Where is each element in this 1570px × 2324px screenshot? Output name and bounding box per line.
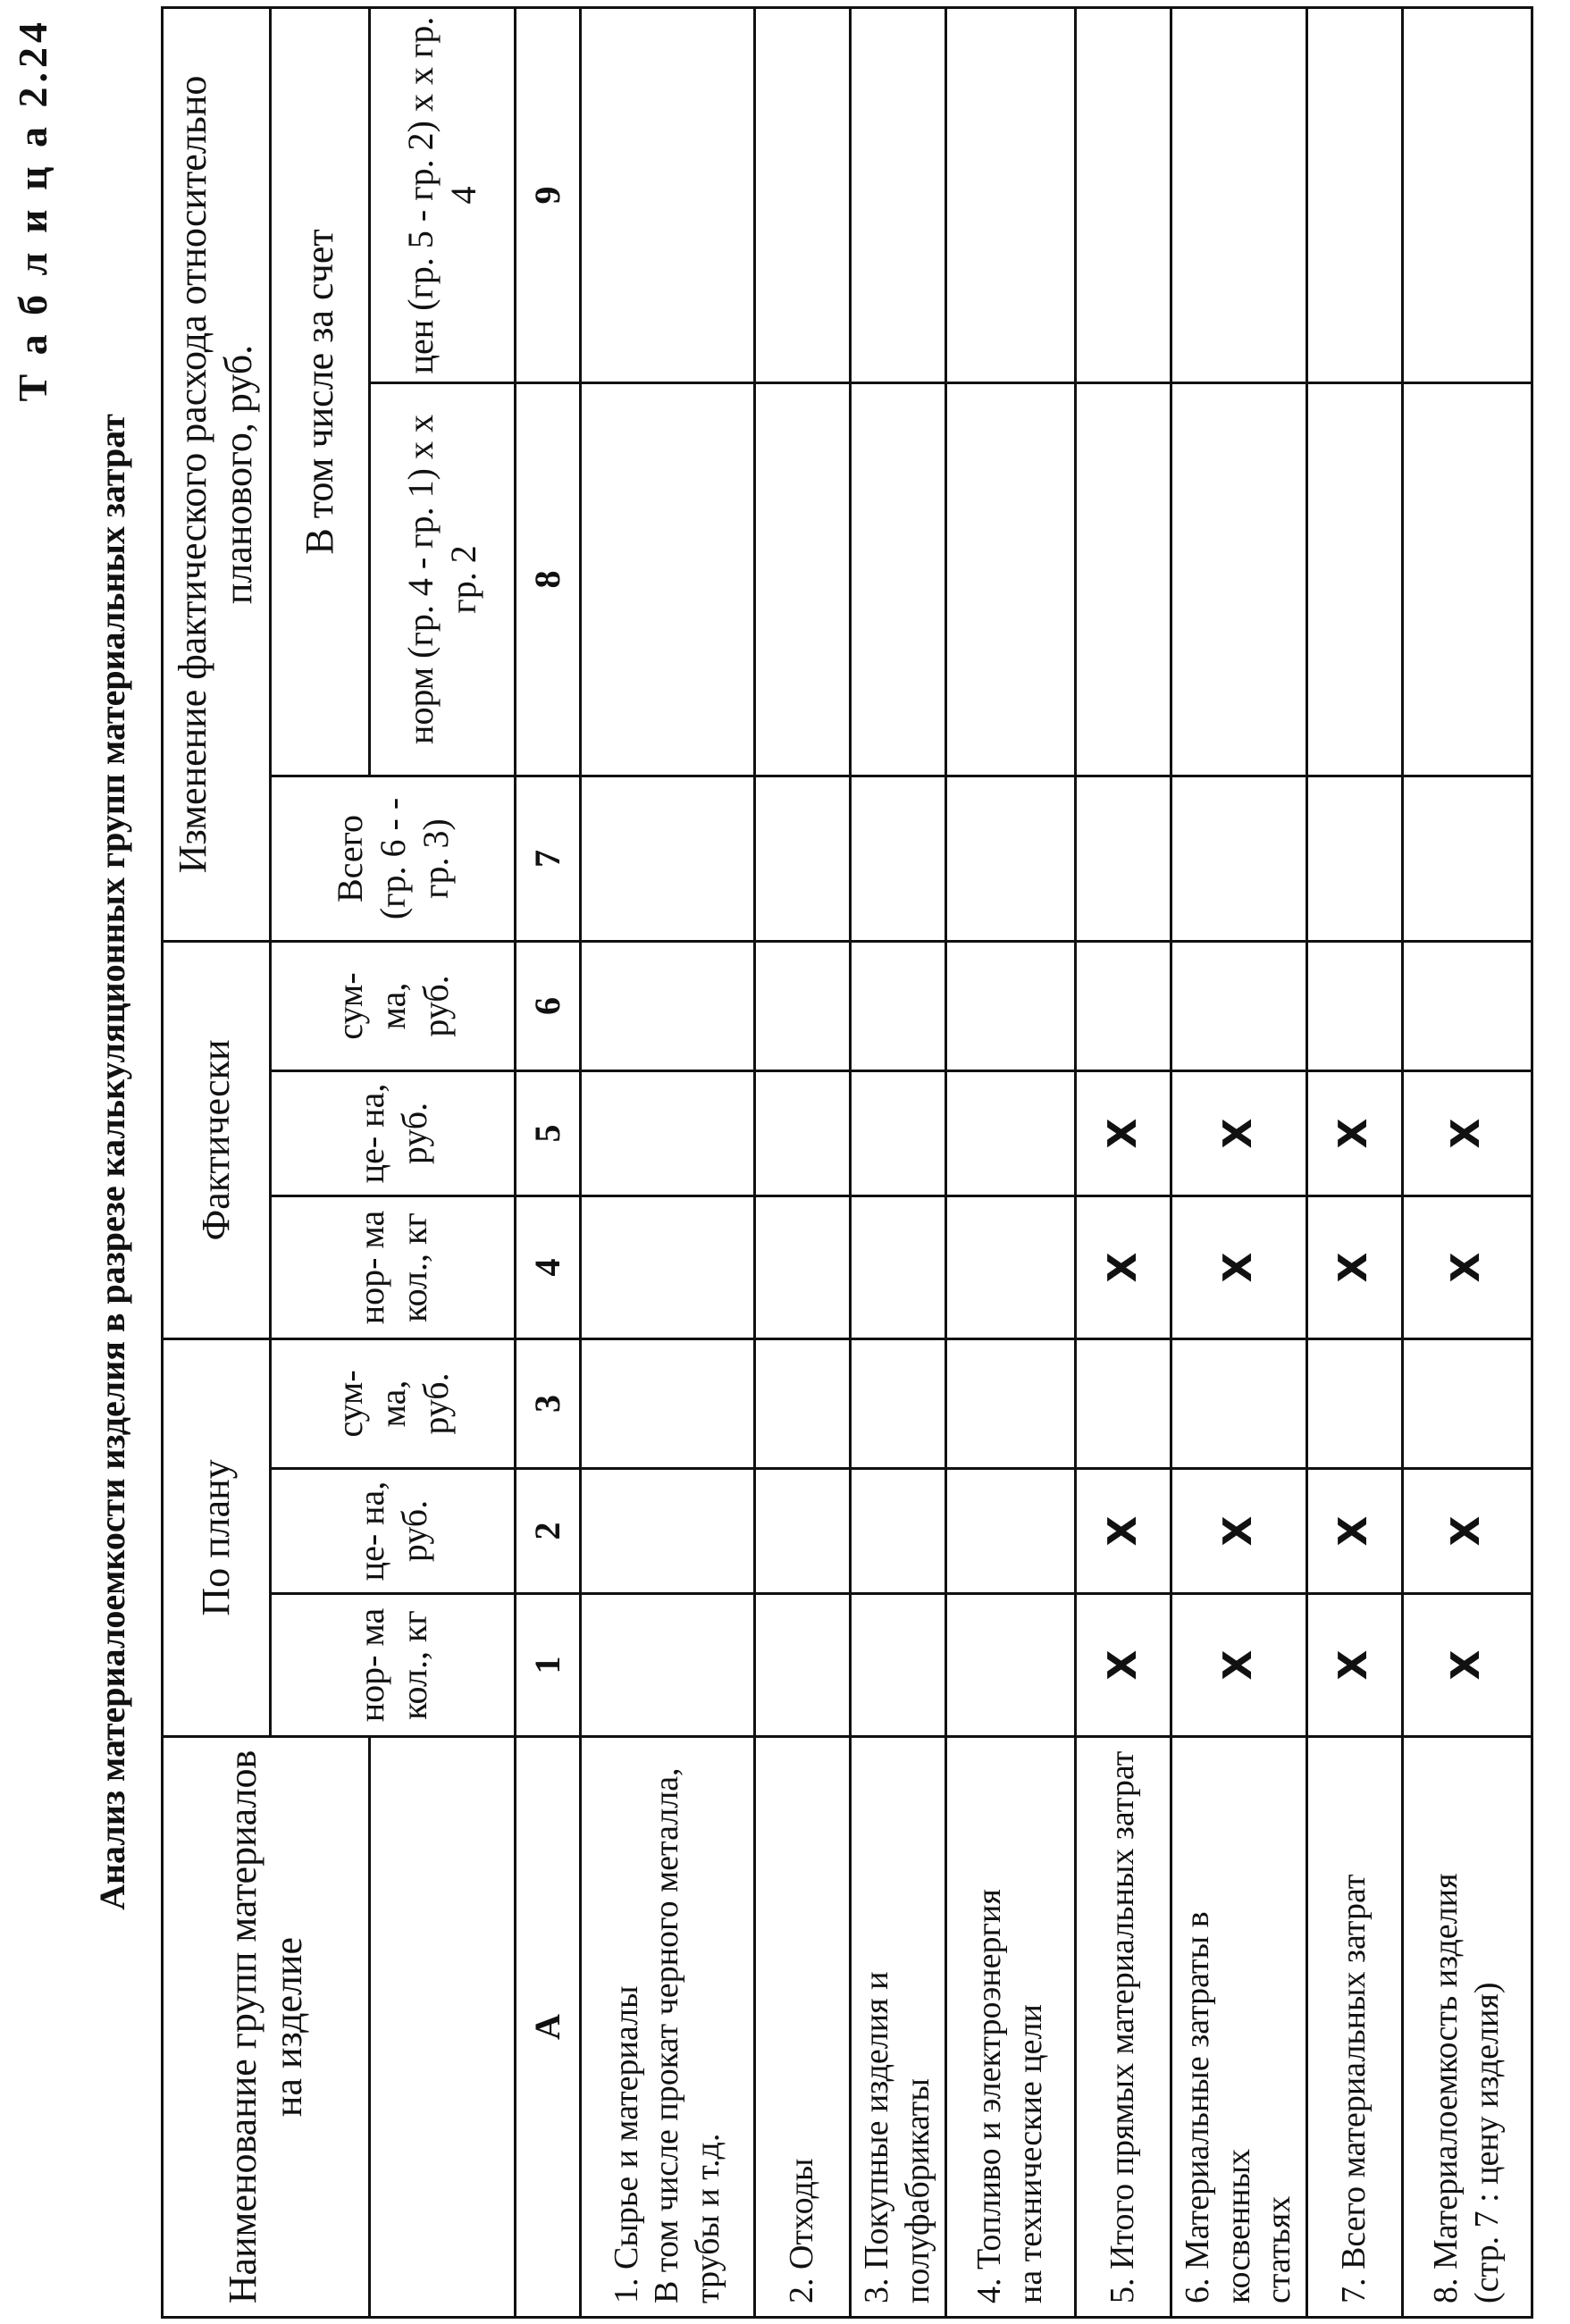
col-number: 9 (516, 7, 581, 382)
col-number: 7 (516, 776, 581, 941)
table-cell (1306, 382, 1402, 776)
table-cell (946, 776, 1076, 941)
table-cell (1076, 7, 1171, 382)
header-incl: В том числе за счет (271, 7, 370, 776)
row-name (755, 1737, 851, 2318)
table-row (755, 7, 851, 2317)
table-cell: Х (1171, 1070, 1307, 1196)
table-cell: Х (1171, 1469, 1307, 1594)
table-row (1076, 7, 1171, 2317)
table-cell (755, 1469, 851, 1594)
table-cell: Х (1402, 1196, 1532, 1338)
table-cell (1076, 776, 1171, 941)
table-cell: Х (1076, 1469, 1171, 1594)
table-cell: Х (1306, 1070, 1402, 1196)
table-cell: Х (1171, 1196, 1307, 1338)
table-cell (755, 1594, 851, 1737)
table-cell (755, 382, 851, 776)
row-name-line: 2. Отходы (783, 2158, 821, 2303)
table-cell (851, 1594, 946, 1737)
row-name (1402, 1737, 1532, 2318)
row-name-line: 4. Топливо и электроэнергия (970, 1889, 1009, 2303)
table-cell (946, 7, 1076, 382)
table-cell (851, 941, 946, 1070)
col-number: 8 (516, 382, 581, 776)
table-cell (946, 1594, 1076, 1737)
table-cell (581, 1196, 755, 1338)
table-label: Т а б л и ц а 2.24 (10, 18, 55, 402)
header-name-cont (370, 1737, 516, 2318)
table-cell (581, 1070, 755, 1196)
header-plan-price: це- на, руб. (271, 1469, 516, 1594)
table-cell (755, 1338, 851, 1468)
table-body (581, 7, 1532, 2317)
table-cell: Х (1402, 1594, 1532, 1737)
table-cell (1076, 941, 1171, 1070)
header-plan-norma: нор- ма кол., кг (271, 1594, 516, 1737)
table-cell: Х (1306, 1469, 1402, 1594)
row-name-line: 7. Всего материальных затрат (1334, 1874, 1373, 2303)
table-cell (1171, 7, 1307, 382)
table-cell (946, 1070, 1076, 1196)
table-title: Анализ материалоемкости изделия в разрезе калькуляционных групп материальных затрат (92, 414, 132, 1910)
table-cell (581, 776, 755, 941)
header-fact-sum: сум- ма, руб. (271, 941, 516, 1070)
table-cell: Х (1076, 1196, 1171, 1338)
table-cell (1306, 776, 1402, 941)
table-cell (946, 1196, 1076, 1338)
header-fact: Фактически (163, 941, 271, 1338)
table-cell (1171, 776, 1307, 941)
table-cell (581, 1594, 755, 1737)
table-cell (851, 1469, 946, 1594)
row-name (1171, 1737, 1307, 2318)
table-cell (1402, 941, 1532, 1070)
table-cell (755, 776, 851, 941)
header-plan: По плану (163, 1338, 271, 1736)
table-cell: Х (1076, 1070, 1171, 1196)
col-number: 5 (516, 1070, 581, 1196)
table-cell (851, 776, 946, 941)
row-name (581, 1737, 755, 2318)
row-name (851, 1737, 946, 2318)
table-cell (946, 1469, 1076, 1594)
table-cell (755, 941, 851, 1070)
header-name: Наименование групп материалов на изделие (163, 1737, 370, 2318)
row-name-line: 6. Материальные затраты в косвенных (1179, 1911, 1257, 2303)
table-cell (1171, 941, 1307, 1070)
table-cell (1171, 382, 1307, 776)
table-cell (851, 382, 946, 776)
table-cell (1076, 1338, 1171, 1468)
table-cell (1076, 382, 1171, 776)
header-norm-effect: норм (гр. 4 - гр. 1) х х гр. 2 (370, 382, 516, 776)
table-row (1306, 7, 1402, 2317)
header-price-effect: цен (гр. 5 - гр. 2) х х гр. 4 (370, 7, 516, 382)
row-name-line: (стр. 7 : цену изделия) (1467, 1982, 1506, 2303)
col-number: 1 (516, 1594, 581, 1737)
table-cell (1171, 1338, 1307, 1468)
header-plan-sum: сум- ма, руб. (271, 1338, 516, 1468)
table-cell (581, 1469, 755, 1594)
row-name-line: статьях (1260, 2195, 1298, 2303)
table-row (851, 7, 946, 2317)
table-row (1171, 7, 1307, 2317)
col-number: 2 (516, 1469, 581, 1594)
table-cell: Х (1402, 1070, 1532, 1196)
table-row (1402, 7, 1532, 2317)
table-row (581, 7, 755, 2317)
table-cell (755, 1070, 851, 1196)
table-cell (755, 7, 851, 382)
row-name-line: 3. Покупные изделия и полуфабрикаты (858, 1971, 936, 2303)
row-name (1076, 1737, 1171, 2318)
table-cell (581, 382, 755, 776)
table-cell (1306, 1338, 1402, 1468)
table-cell (1402, 7, 1532, 382)
row-name-line: 1. Сырье и материалы (607, 1985, 645, 2303)
table-cell: Х (1171, 1594, 1307, 1737)
col-number: 4 (516, 1196, 581, 1338)
table-cell: Х (1402, 1469, 1532, 1594)
data-table (161, 6, 1533, 2319)
table-cell (851, 1338, 946, 1468)
row-name (1306, 1737, 1402, 2318)
table-cell (1306, 941, 1402, 1070)
table-cell (851, 1196, 946, 1338)
table-cell (581, 1338, 755, 1468)
header-total: Всего (гр. 6 - - гр. 3) (271, 776, 516, 941)
row-name-line: на технические цели (1012, 2004, 1049, 2303)
table-cell: Х (1076, 1594, 1171, 1737)
table-cell (946, 382, 1076, 776)
table-cell: Х (1306, 1594, 1402, 1737)
table-cell (1306, 7, 1402, 382)
table-cell (755, 1196, 851, 1338)
row-name (946, 1737, 1076, 2318)
header-fact-price: це- на, руб. (271, 1070, 516, 1196)
table-cell (946, 941, 1076, 1070)
table-cell (851, 7, 946, 382)
table-cell (1402, 1338, 1532, 1468)
row-name-line: В том числе прокат черного металла, трубы и т.д. (648, 1767, 726, 2303)
table-cell (851, 1070, 946, 1196)
table-cell (581, 941, 755, 1070)
table-row (946, 7, 1076, 2317)
col-number: А (516, 1737, 581, 2318)
table-cell (946, 1338, 1076, 1468)
table-cell (1402, 776, 1532, 941)
col-number: 3 (516, 1338, 581, 1468)
header-fact-norma: нор- ма кол., кг (271, 1196, 516, 1338)
table-cell (1402, 382, 1532, 776)
table-cell (581, 7, 755, 382)
header-change: Изменение фактического расхода относительно планового, руб. (163, 7, 271, 941)
table-cell: Х (1306, 1196, 1402, 1338)
row-name-line: 8. Материалоемкость изделия (1427, 1873, 1465, 2303)
row-name-line: 5. Итого прямых материальных затрат (1104, 1750, 1142, 2303)
col-number: 6 (516, 941, 581, 1070)
